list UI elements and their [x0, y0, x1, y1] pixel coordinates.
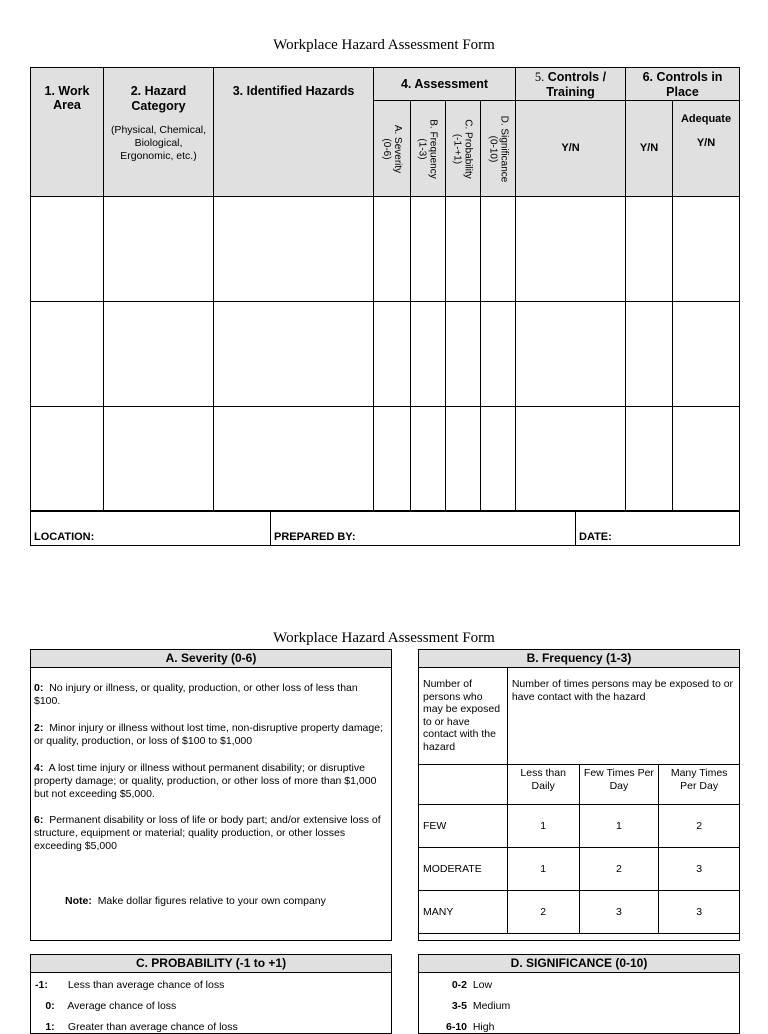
header-work-area-label: 1. Work Area — [44, 84, 90, 112]
probability-level: 0: — [45, 1000, 55, 1012]
entry-cell-frequency[interactable] — [410, 196, 446, 302]
frequency-row — [419, 848, 740, 891]
frequency-row-label: MODERATE — [419, 848, 508, 891]
significance-range: 3-5 — [451, 1000, 467, 1012]
severity-note-label: Note: — [65, 895, 92, 907]
severity-box — [30, 649, 392, 941]
entry-cell-hazard-category[interactable] — [103, 301, 214, 407]
frequency-value: 2 — [659, 805, 740, 848]
entry-cell-frequency[interactable] — [410, 301, 446, 407]
header-probability — [445, 100, 481, 197]
header-probability-label: C. Probability — [463, 118, 474, 179]
frequency-column-label: Many Times Per Day — [659, 765, 740, 805]
significance-label: High — [472, 1021, 495, 1033]
severity-note — [65, 895, 385, 908]
header-controls-training — [515, 67, 626, 101]
probability-item — [35, 979, 224, 992]
significance-label: Low — [472, 979, 493, 991]
entry-cell-frequency[interactable] — [410, 406, 446, 512]
entry-cell-severity[interactable] — [373, 196, 411, 302]
significance-label: Medium — [472, 1000, 511, 1012]
frequency-table — [418, 667, 740, 934]
frequency-column-label: Less than Daily — [507, 765, 579, 805]
probability-title: C. PROBABILITY (-1 to +1) — [31, 955, 391, 973]
probability-level: 1: — [45, 1021, 55, 1033]
location-label: LOCATION: — [34, 531, 95, 543]
significance-box — [418, 954, 740, 1034]
severity-text: No injury or illness, or quality, production, or other loss of less than $100. — [34, 682, 358, 707]
severity-level: 4: — [34, 762, 44, 774]
header-identified-hazards-label: 3. Identified Hazards — [232, 84, 355, 98]
frequency-value: 1 — [507, 805, 579, 848]
significance-range: 0-2 — [451, 979, 467, 991]
entry-cell-controls-in-place[interactable] — [625, 196, 673, 302]
entry-cell-adequate[interactable] — [672, 301, 740, 407]
severity-text: A lost time injury or illness without permanent disability; or disruptive property damage; or quality, production, or other loss of more than $1,000 but not exceeding $5,000. — [34, 762, 377, 800]
entry-cell-hazard-category[interactable] — [103, 196, 214, 302]
entry-cell-identified-hazards[interactable] — [213, 406, 374, 512]
header-frequency-range: (1-3) — [417, 137, 429, 160]
header-adequate-label: Adequate — [680, 113, 732, 125]
probability-item — [35, 1000, 176, 1013]
date-field[interactable] — [575, 510, 740, 546]
prepared-by-field[interactable] — [270, 510, 576, 546]
frequency-box — [418, 649, 740, 941]
significance-item — [419, 979, 492, 992]
severity-level: 2: — [34, 722, 44, 734]
probability-text: Less than average chance of loss — [67, 979, 225, 991]
probability-box — [30, 954, 392, 1034]
frequency-blank-cell — [419, 765, 508, 805]
probability-level: -1: — [35, 979, 48, 991]
header-assessment — [373, 67, 516, 101]
severity-level: 0: — [34, 682, 44, 694]
entry-cell-work-area[interactable] — [30, 406, 104, 512]
significance-title: D. SIGNIFICANCE (0-10) — [419, 955, 739, 973]
frequency-row — [419, 805, 740, 848]
severity-text: Minor injury or illness without lost time, non-disruptive property damage; or quality, production, or loss of $100 to $1,000 — [34, 722, 383, 747]
severity-note-text: Make dollar figures relative to your own company — [97, 895, 326, 907]
date-label: DATE: — [579, 531, 612, 543]
header-probability-range: (-1-+1) — [452, 133, 463, 164]
header-controls-in-place-yn-label: Y/N — [639, 142, 659, 154]
frequency-column-label: Few Times Per Day — [579, 765, 659, 805]
entry-cell-hazard-category[interactable] — [103, 406, 214, 512]
form-title: Workplace Hazard Assessment Form — [273, 37, 495, 53]
severity-item — [34, 722, 386, 748]
entry-cell-significance[interactable] — [480, 196, 516, 302]
header-severity-label: A. Severity — [392, 124, 404, 173]
entry-cell-probability[interactable] — [445, 301, 481, 407]
header-controls-training-number: 5. — [534, 70, 545, 84]
header-significance-range: (0-10) — [487, 135, 499, 162]
frequency-row-label: FEW — [419, 805, 508, 848]
header-controls-in-place — [625, 67, 740, 101]
entry-cell-identified-hazards[interactable] — [213, 196, 374, 302]
frequency-row — [419, 891, 740, 934]
entry-cell-work-area[interactable] — [30, 301, 104, 407]
header-controls-in-place-label: 6. Controls in Place — [642, 70, 723, 99]
significance-item — [419, 1021, 494, 1034]
frequency-title: B. Frequency (1-3) — [419, 650, 739, 668]
key-title: Workplace Hazard Assessment Form — [273, 630, 495, 646]
header-controls-training-label: Controls / Training — [546, 70, 607, 99]
frequency-value: 2 — [579, 848, 659, 891]
entry-cell-controls-training[interactable] — [515, 301, 626, 407]
header-significance — [480, 100, 516, 197]
frequency-value: 3 — [659, 848, 740, 891]
frequency-value: 3 — [659, 891, 740, 934]
header-hazard-category — [103, 67, 214, 197]
header-controls-training-yn — [515, 100, 626, 197]
entry-cell-severity[interactable] — [373, 406, 411, 512]
hazard-assessment-grid — [30, 67, 740, 546]
entry-cell-probability[interactable] — [445, 196, 481, 302]
header-adequate — [672, 100, 740, 197]
header-frequency-label: B. Frequency — [428, 118, 440, 179]
entry-cell-probability[interactable] — [445, 406, 481, 512]
frequency-value: 3 — [579, 891, 659, 934]
severity-item — [34, 762, 386, 801]
header-controls-training-yn-label: Y/N — [561, 142, 580, 154]
entry-cell-controls-training[interactable] — [515, 196, 626, 302]
entry-cell-significance[interactable] — [480, 406, 516, 512]
entry-cell-controls-in-place[interactable] — [625, 301, 673, 407]
entry-cell-adequate[interactable] — [672, 196, 740, 302]
probability-text: Average chance of loss — [67, 1000, 177, 1012]
header-assessment-label: 4. Assessment — [400, 77, 489, 91]
location-field[interactable] — [30, 510, 271, 546]
entry-cell-identified-hazards[interactable] — [213, 301, 374, 407]
header-hazard-category-label: 2. Hazard Category — [130, 84, 187, 113]
header-severity — [373, 100, 411, 197]
severity-title: A. Severity (0-6) — [31, 650, 391, 668]
entry-cell-controls-training[interactable] — [515, 406, 626, 512]
probability-item — [35, 1021, 238, 1034]
prepared-by-label: PREPARED BY: — [274, 531, 356, 543]
frequency-value: 1 — [579, 805, 659, 848]
header-work-area — [30, 67, 104, 197]
frequency-col-header: Number of times persons may be exposed to or have contact with the hazard — [507, 668, 739, 765]
frequency-row-label: MANY — [419, 891, 508, 934]
significance-item — [419, 1000, 510, 1013]
header-hazard-category-examples: (Physical, Chemical, Biological, Ergonomic, etc.) — [110, 124, 207, 162]
header-identified-hazards — [213, 67, 374, 197]
severity-item — [34, 814, 386, 853]
header-adequate-yn-label: Y/N — [696, 137, 716, 149]
entry-cell-work-area[interactable] — [30, 196, 104, 302]
frequency-value: 2 — [507, 891, 579, 934]
entry-cell-adequate[interactable] — [672, 406, 740, 512]
header-severity-range: (0-6) — [381, 137, 393, 160]
severity-level: 6: — [34, 814, 44, 826]
frequency-value: 1 — [507, 848, 579, 891]
entry-cell-controls-in-place[interactable] — [625, 406, 673, 512]
header-significance-label: D. Significance — [498, 115, 510, 182]
severity-item — [34, 682, 386, 708]
severity-text: Permanent disability or loss of life or body part; and/or extensive loss of structure, equipment or material; quality production, or other losses exceeding $5,000 — [34, 814, 381, 852]
entry-cell-severity[interactable] — [373, 301, 411, 407]
significance-range: 6-10 — [445, 1021, 467, 1033]
frequency-row-header: Number of persons who may be exposed to or have contact with the hazard — [419, 668, 508, 765]
header-frequency — [410, 100, 446, 197]
entry-cell-significance[interactable] — [480, 301, 516, 407]
probability-text: Greater than average chance of loss — [67, 1021, 238, 1033]
header-controls-in-place-yn — [625, 100, 673, 197]
